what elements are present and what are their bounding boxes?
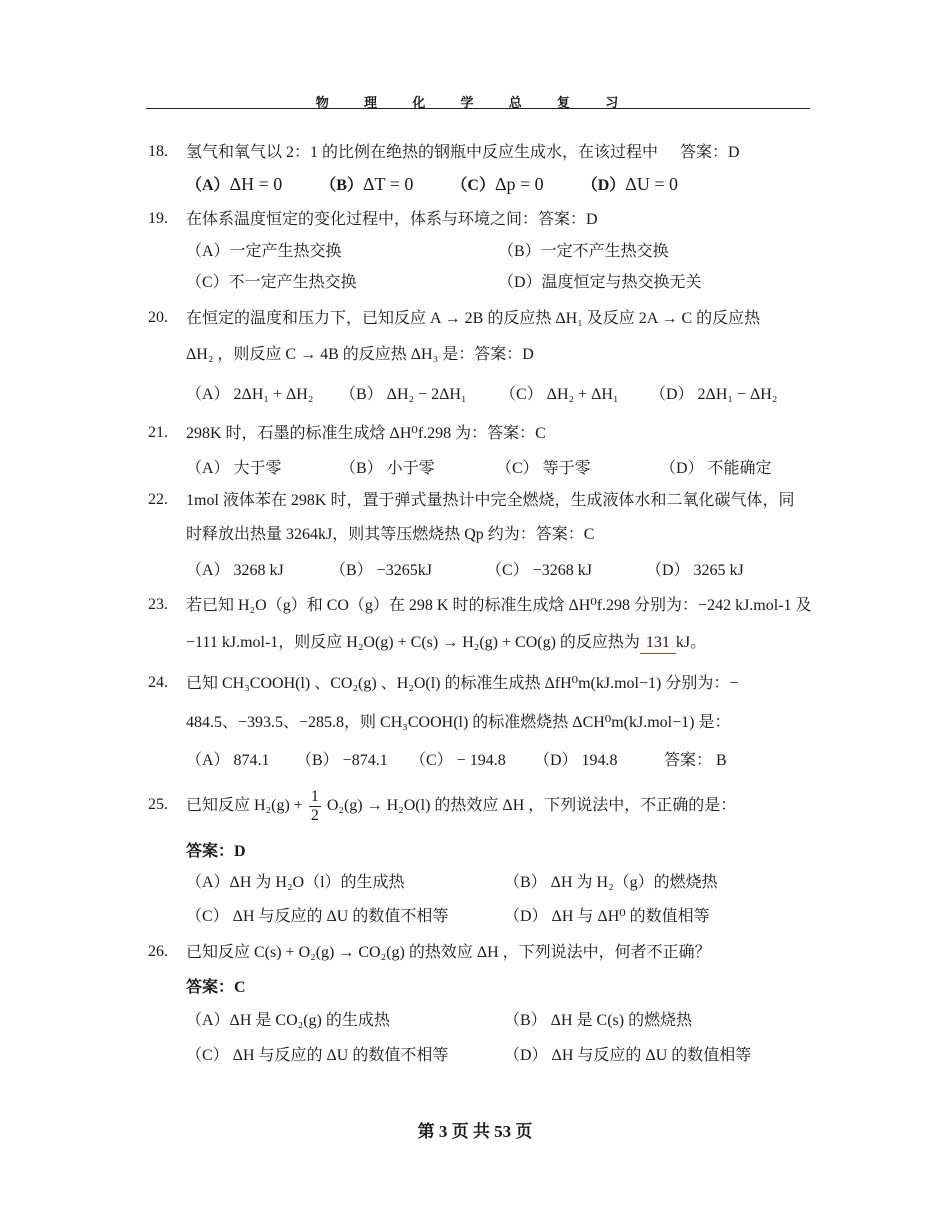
q24-option-b: （B） −874.1 (296, 752, 388, 769)
question-18-stem-text: 氢气和氧气以 2：1 的比例在绝热的钢瓶中反应生成水，在该过程中 (186, 144, 659, 161)
question-18-options (186, 174, 678, 196)
question-20-stem-line2: ΔH₂ ，则反应 C → 4B 的反应热 ΔH₃ 是：答案：D (186, 346, 534, 363)
fraction-numerator: 1 (310, 787, 319, 805)
question-24-stem-line2: 484.5、−393.5、−285.8，则 CH₃COOH(l) 的标准燃烧热 ΔCH⁰m(kJ.mol−1) 是： (186, 714, 731, 731)
question-22-stem-line1: 1mol 液体苯在 298K 时，置于弹式量热计中完全燃烧，生成液体水和二氧化碳气体，同 (186, 492, 795, 509)
question-25-answer: 答案：D (186, 843, 246, 860)
fraction-denominator: 2 (310, 806, 319, 824)
question-21-stem: 298K 时，石墨的标准生成焓 ΔH⁰f.298 为：答案：C (186, 425, 546, 442)
question-22-stem-line2: 时释放出热量 3264kJ，则其等压燃烧热 Qp 约为：答案：C (186, 526, 595, 543)
q22-option-b: （B） −3265kJ (330, 562, 432, 579)
q22-option-a: （A） 3268 kJ (186, 562, 284, 579)
q26-option-d: （D） ΔH 与反应的 ΔU 的数值相等 (504, 1047, 752, 1064)
q25-option-b: （B） ΔH 为 H₂（g）的燃烧热 (504, 874, 718, 891)
q24-option-d: （D） 194.8 (534, 752, 618, 769)
question-number-23: 23. (148, 596, 168, 613)
q19-option-c: （C）不一定产生热交换 (186, 274, 357, 291)
q19-option-a: （A）一定产生热交换 (186, 243, 342, 260)
question-23-unit: kJ。 (675, 634, 707, 651)
q26-option-a: （A）ΔH 是 CO₂(g) 的生成热 (186, 1012, 390, 1029)
q24-option-a: （A） 874.1 (186, 752, 270, 769)
q24-option-c: （C） − 194.8 (410, 752, 506, 769)
q18-option-a-label: （A） (186, 177, 230, 194)
q21-option-a: （A） 大于零 (186, 460, 282, 477)
question-25-stem-part1: 已知反应 H₂(g) + (186, 797, 303, 814)
question-20-stem-line1: 在恒定的温度和压力下，已知反应 A → 2B 的反应热 ΔH₁ 及反应 2A → C 的反应热 (186, 310, 761, 327)
q18-option-a: ΔH = 0 (229, 174, 283, 194)
q18-option-b-label: （B） (320, 177, 363, 194)
question-23-answer-blank: 131 (640, 633, 676, 654)
q25-option-d: （D） ΔH 与 ΔH⁰ 的数值相等 (504, 908, 710, 925)
question-23-stem-line1: 若已知 H₂O（g）和 CO（g）在 298 K 时的标准生成焓 ΔH⁰f.298 分别为：−242 kJ.mol-1 及 (186, 597, 812, 614)
q22-option-c: （C） −3268 kJ (486, 562, 592, 579)
q22-option-d: （D） 3265 kJ (646, 562, 744, 579)
q21-option-c: （C） 等于零 (496, 460, 591, 477)
question-number-20: 20. (148, 309, 168, 326)
q21-option-d: （D） 不能确定 (660, 460, 772, 477)
question-number-24: 24. (148, 674, 168, 691)
question-24-answer: 答案： B (664, 752, 727, 769)
q18-option-d-label: （D） (581, 177, 626, 194)
question-number-18: 18. (148, 143, 168, 160)
question-number-19: 19. (148, 210, 168, 227)
question-23-stem-text: −111 kJ.mol-1，则反应 H₂O(g) + C(s) → H₂(g) + CO(g) 的反应热为 (186, 634, 640, 651)
question-number-21: 21. (148, 424, 168, 441)
page-header-title: 物 理 化 学 总 复 习 (315, 95, 635, 110)
q18-option-c: Δp = 0 (494, 174, 544, 194)
q21-option-b: （B） 小于零 (340, 460, 435, 477)
question-19-stem: 在体系温度恒定的变化过程中，体系与环境之间：答案：D (186, 211, 598, 228)
q20-option-d: （D） 2ΔH₁ − ΔH₂ (650, 386, 778, 403)
q25-option-c: （C） ΔH 与反应的 ΔU 的数值不相等 (186, 908, 449, 925)
q20-option-c: （C） ΔH₂ + ΔH₁ (500, 386, 619, 403)
question-24-stem-line1: 已知 CH₃COOH(l) 、CO₂(g) 、H₂O(l) 的标准生成热 ΔfH⁰m(kJ.mol−1) 分别为：− (186, 675, 739, 692)
header-rule (146, 108, 810, 109)
question-number-26: 26. (148, 943, 168, 960)
q18-option-b: ΔT = 0 (362, 174, 414, 194)
question-number-22: 22. (148, 491, 168, 508)
question-25-stem-part2: O₂(g) → H₂O(l) 的热效应 ΔH ，下列说法中，不正确的是： (326, 797, 737, 814)
q18-option-d: ΔU = 0 (625, 174, 678, 194)
question-18-stem (186, 143, 740, 163)
q25-option-a: （A）ΔH 为 H₂O（l）的生成热 (186, 874, 405, 891)
question-number-25: 25. (148, 796, 168, 813)
q20-option-b: （B） ΔH₂ − 2ΔH₁ (340, 386, 467, 403)
q19-option-b: （B）一定不产生热交换 (498, 243, 669, 260)
q18-option-c-label: （C） (451, 177, 495, 194)
question-23-stem-line2 (186, 633, 706, 654)
q19-option-d: （D）温度恒定与热交换无关 (498, 274, 702, 291)
one-half-fraction (309, 788, 321, 825)
q26-option-b: （B） ΔH 是 C(s) 的燃烧热 (504, 1012, 693, 1029)
question-18-answer: 答案：D (680, 144, 740, 161)
question-25-stem (186, 784, 736, 828)
page-footer-number: 第 3 页 共 53 页 (417, 1122, 533, 1141)
question-26-answer: 答案：C (186, 979, 246, 996)
question-26-stem: 已知反应 C(s) + O₂(g) → CO₂(g) 的热效应 ΔH ，下列说法中，何者不正确？ (186, 944, 711, 961)
q20-option-a: （A） 2ΔH₁ + ΔH₂ (186, 386, 314, 403)
q26-option-c: （C） ΔH 与反应的 ΔU 的数值不相等 (186, 1047, 449, 1064)
